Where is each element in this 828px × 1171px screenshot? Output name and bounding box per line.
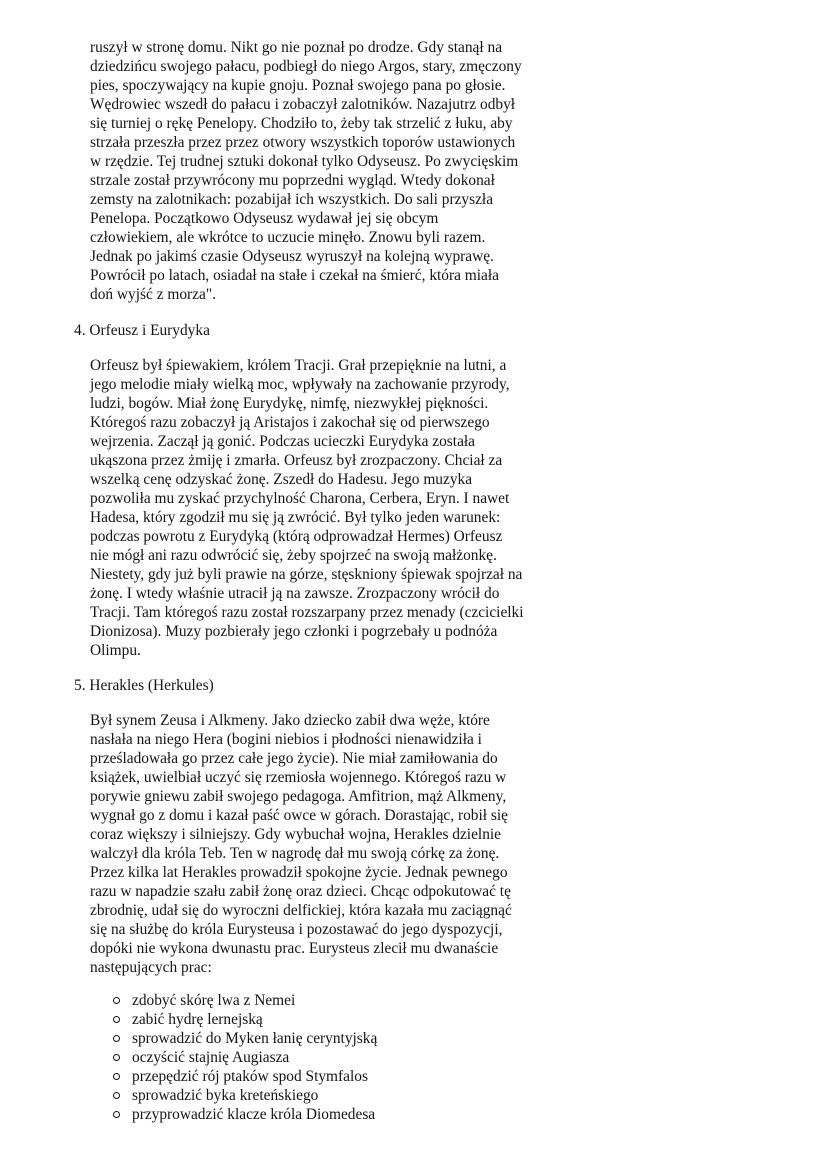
- text-line: Olimpu.: [90, 642, 141, 659]
- list-item-text: sprowadzić do Myken łanię ceryntyjską: [132, 1030, 378, 1047]
- circle-bullet-icon: [113, 1016, 120, 1023]
- text-line: Jednak po jakimś czasie Odyseusz wyruszył na kolejną wyprawę.: [90, 248, 494, 265]
- section-heading-heracles: 5. Herakles (Herkules): [74, 677, 214, 694]
- text-line: wejrzenia. Zaczął ją gonić. Podczas ucieczki Eurydyka została: [90, 433, 476, 450]
- text-line: Któregoś razu zobaczył ją Aristajos i zakochał się od pierwszego: [90, 414, 490, 431]
- list-item: [113, 1086, 377, 1105]
- section-heading-orpheus: 4. Orfeusz i Eurydyka: [74, 322, 210, 339]
- text-line: nasłała na niego Hera (bogini niebios i płodności nienawidziła i: [90, 731, 482, 748]
- list-item-text: sprowadzić byka kreteńskiego: [132, 1087, 319, 1104]
- list-item: [113, 1105, 377, 1124]
- text-line: Wędrowiec wszedł do pałacu i zobaczył zalotników. Nazajutrz odbył: [90, 96, 516, 113]
- text-line: porywie gniewu zabił swojego pedagoga. Amfitrion, mąż Alkmeny,: [90, 788, 507, 805]
- text-line: się turniej o rękę Penelopy. Chodziło to, żeby tak strzelić z łuku, aby: [90, 115, 513, 132]
- text-line: Dionizosa). Muzy pozbierały jego członki i pogrzebały u podnóża: [90, 623, 498, 640]
- text-line: dziedzińcu swojego pałacu, podbiegł do niego Argos, stary, zmęczony: [90, 58, 522, 75]
- text-line: człowiekiem, ale wkrótce to uczucie minęło. Znowu byli razem.: [90, 229, 486, 246]
- text-line: wygnał go z domu i kazał paść owce w górach. Dorastając, robił się: [90, 807, 508, 824]
- odyssey-paragraph: [90, 38, 590, 304]
- text-line: walczył dla króla Teb. Ten w nagrodę dał mu swoją córkę za żonę.: [90, 845, 500, 862]
- circle-bullet-icon: [113, 1092, 120, 1099]
- text-line: strzała przeszła przez przez otwory wszystkich toporów ustawionych: [90, 134, 516, 151]
- text-line: żonę. I wtedy właśnie utracił ją na zawsze. Zrozpaczony wrócił do: [90, 585, 500, 602]
- text-line: prześladowała go przez całe jego życie). Nie miał zamiłowania do: [90, 750, 498, 767]
- heracles-labors-list: [113, 991, 377, 1124]
- text-line: podczas powrotu z Eurydyką (którą odprowadzał Hermes) Orfeusz: [90, 528, 503, 545]
- text-line: Orfeusz był śpiewakiem, królem Tracji. Grał przepięknie na lutni, a: [90, 357, 507, 374]
- text-line: razu w napadzie szału zabił żonę oraz dzieci. Chcąc odpokutować tę: [90, 883, 511, 900]
- text-line: pozwoliła mu zyskać przychylność Charona, Cerbera, Eryn. I nawet: [90, 490, 510, 507]
- text-line: wszelką cenę odzyskać żonę. Zszedł do Hadesu. Jego muzyka: [90, 471, 473, 488]
- text-line: ruszył w stronę domu. Nikt go nie poznał po drodze. Gdy stanął na: [90, 39, 503, 56]
- text-line: ukąszona przez żmiję i zmarła. Orfeusz był zrozpaczony. Chciał za: [90, 452, 503, 469]
- text-line: pies, spoczywający na kupie gnoju. Poznał swojego pana po głosie.: [90, 77, 506, 94]
- list-item: [113, 1048, 377, 1067]
- text-line: Był synem Zeusa i Alkmeny. Jako dziecko zabił dwa węże, które: [90, 712, 490, 729]
- list-item-text: oczyścić stajnię Augiasza: [132, 1049, 290, 1066]
- list-item-text: przepędzić rój ptaków spod Stymfalos: [132, 1068, 368, 1085]
- text-line: Niestety, gdy już byli prawie na górze, stęskniony śpiewak spojrzał na: [90, 566, 523, 583]
- text-line: Tracji. Tam któregoś razu został rozszarpany przez menady (czcicielki: [90, 604, 524, 621]
- circle-bullet-icon: [113, 1073, 120, 1080]
- text-line: jego melodie miały wielką moc, wpływały na zachowanie przyrody,: [90, 376, 510, 393]
- circle-bullet-icon: [113, 1054, 120, 1061]
- heracles-paragraph: [90, 711, 590, 977]
- text-line: Przez kilka lat Herakles prowadził spokojne życie. Jednak pewnego: [90, 864, 508, 881]
- text-line: Powrócił po latach, osiadał na stałe i czekał na śmierć, która miała: [90, 267, 499, 284]
- text-line: Penelopa. Początkowo Odyseusz wydawał jej się obcym: [90, 210, 439, 227]
- list-item: [113, 1010, 377, 1029]
- circle-bullet-icon: [113, 1035, 120, 1042]
- text-line: książek, uwielbiał uczyć się rzemiosła wojennego. Któregoś razu w: [90, 769, 507, 786]
- text-line: Hadesa, który zgodził mu się ją zwrócić. Był tylko jeden warunek:: [90, 509, 501, 526]
- list-item-text: przyprowadzić klacze króla Diomedesa: [132, 1106, 376, 1123]
- circle-bullet-icon: [113, 1111, 120, 1118]
- list-item: [113, 1029, 377, 1048]
- list-item: [113, 991, 377, 1010]
- text-line: następujących prac:: [90, 959, 212, 976]
- text-line: się na służbę do króla Eurysteusa i pozostawać do jego dyspozycji,: [90, 921, 503, 938]
- text-line: strzale został przywrócony mu poprzedni wygląd. Wtedy dokonał: [90, 172, 495, 189]
- text-line: zbrodnię, udał się do wyroczni delfickiej, która kazała mu zaciągnąć: [90, 902, 512, 919]
- text-line: w rzędzie. Tej trudnej sztuki dokonał tylko Odyseusz. Po zwycięskim: [90, 153, 519, 170]
- circle-bullet-icon: [113, 997, 120, 1004]
- text-line: doń wyjść z morza".: [90, 286, 216, 303]
- text-line: coraz większy i silniejszy. Gdy wybuchał wojna, Herakles dzielnie: [90, 826, 501, 843]
- text-line: ludzi, bogów. Miał żonę Eurydykę, nimfę, niezwykłej piękności.: [90, 395, 489, 412]
- list-item-text: zabić hydrę lernejską: [132, 1011, 263, 1028]
- orpheus-paragraph: [90, 356, 590, 660]
- text-line: nie mógł ani razu odwrócić się, żeby spojrzeć na swoją małżonkę.: [90, 547, 497, 564]
- text-line: zemsty na zalotnikach: pozabijał ich wszystkich. Do sali przyszła: [90, 191, 494, 208]
- list-item-text: zdobyć skórę lwa z Nemei: [132, 992, 296, 1009]
- list-item: [113, 1067, 377, 1086]
- text-line: dopóki nie wykona dwunastu prac. Eurysteus zlecił mu dwanaście: [90, 940, 499, 957]
